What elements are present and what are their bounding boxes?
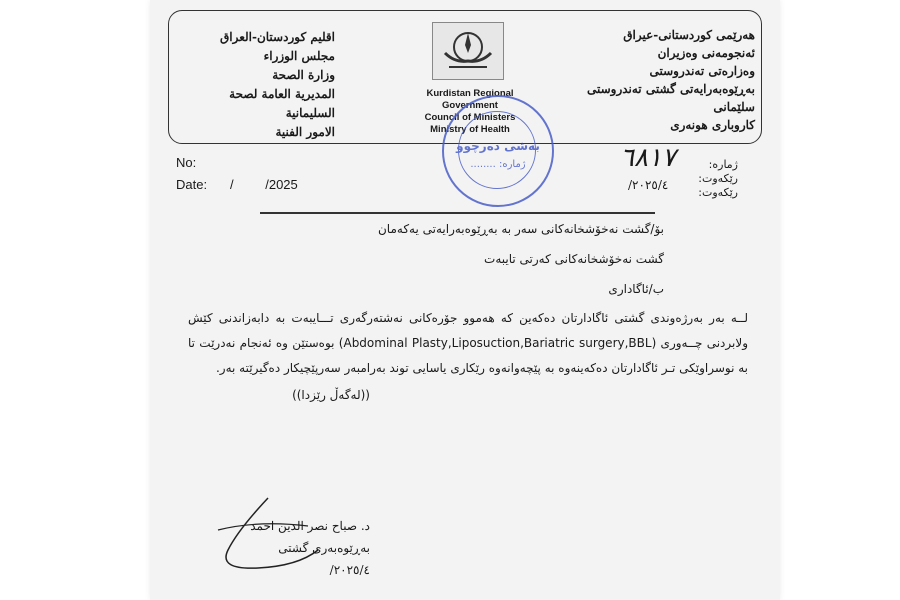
handwritten-date: ٢٠٢٥/٤/ (628, 178, 669, 192)
krg-emblem-icon (432, 22, 504, 80)
stamp-number: ژمارە: ........ (470, 159, 526, 170)
signatory-name: د. صباح نصر الدين احمد (250, 519, 370, 533)
date-label: Date: (176, 177, 208, 192)
handwritten-number: ٦٨١٧ (620, 143, 676, 173)
header-divider (260, 212, 655, 214)
document-page (150, 0, 780, 600)
arabic-line: وزارة الصحة (272, 68, 335, 82)
signatory-title: بەڕێوەبەری گشتی (278, 541, 370, 555)
arabic-line: المديرية العامة لصحة (229, 87, 335, 101)
arabic-line: الامور الفنية (275, 125, 335, 139)
letterhead-kurdish (565, 26, 755, 134)
kurdish-line: کاروباری هونەری (670, 118, 755, 132)
date-label-ku-2: رێکەوت: (698, 186, 738, 199)
arabic-line: اقليم كوردستان-العراق (219, 30, 335, 44)
closing-regards: ((لەگەڵ رێزدا)) (292, 388, 370, 402)
date-value: / /2025 (230, 177, 298, 192)
addressee-line-2: گشت نەخۆشخانەکانی کەرتی تایبەت (484, 252, 664, 266)
stamp-text: بەشی دەرچوو (456, 139, 540, 153)
kurdish-line: ئەنجومەنی وەزیران (657, 46, 755, 60)
reference-block-ku (668, 158, 738, 200)
no-label-ku: ژمارە: (708, 158, 738, 171)
kurdish-line: هەرێمی کوردستانی-عیراق (623, 28, 755, 42)
date-label-ku: رێکەوت: (698, 172, 738, 185)
reference-block-en (176, 152, 298, 196)
addressee-line-1: بۆ/گشت نەخۆشخانەکانی سەر بە بەڕێوەبەرایەتی یەکەمان (377, 222, 664, 236)
kurdish-line: سلێمانی (713, 100, 755, 114)
english-line: Ministry of Health (430, 124, 510, 135)
english-line: Council of Ministers (424, 112, 516, 123)
signature-block (210, 515, 370, 581)
arabic-line: السليمانية (285, 106, 335, 120)
kurdish-line: وەزارەتی تەندروستی (649, 64, 755, 78)
addressee-line-3: ب/ئاگاداری (608, 282, 664, 296)
signature-date: ٢٠٢٥/٤/ (329, 563, 370, 577)
letterhead-arabic (195, 28, 335, 142)
english-line: Kurdistan Regional (426, 88, 514, 99)
outgoing-stamp (442, 95, 554, 207)
arabic-line: مجلس الوزراء (263, 49, 335, 63)
no-label: No: (176, 155, 197, 170)
letter-body: لــە بەر بەرژەوندی گشتی ئاگادارتان دەکەین کە هەموو جۆرەکانی نەشتەرگەری تـــایبەت بە دابەزاندنی کێش ولابردنی چــەوری (Abdominal Plasty,Liposuction,Bariatric surgery,BBL) بوەستێن وە ئەنجام نەدرێت تا بە نوسراوێکی تـر ئاگادارتان دەکەینەوە بە پێچەوانەوە رێکاری یاسایی توند بەرامبەر سەرپێچیکار دەگیرێتە بەر. (188, 311, 749, 375)
english-line: Government (442, 100, 498, 111)
kurdish-line: بەڕێوەبەرایەتی گشتی تەندروستی (586, 82, 755, 96)
